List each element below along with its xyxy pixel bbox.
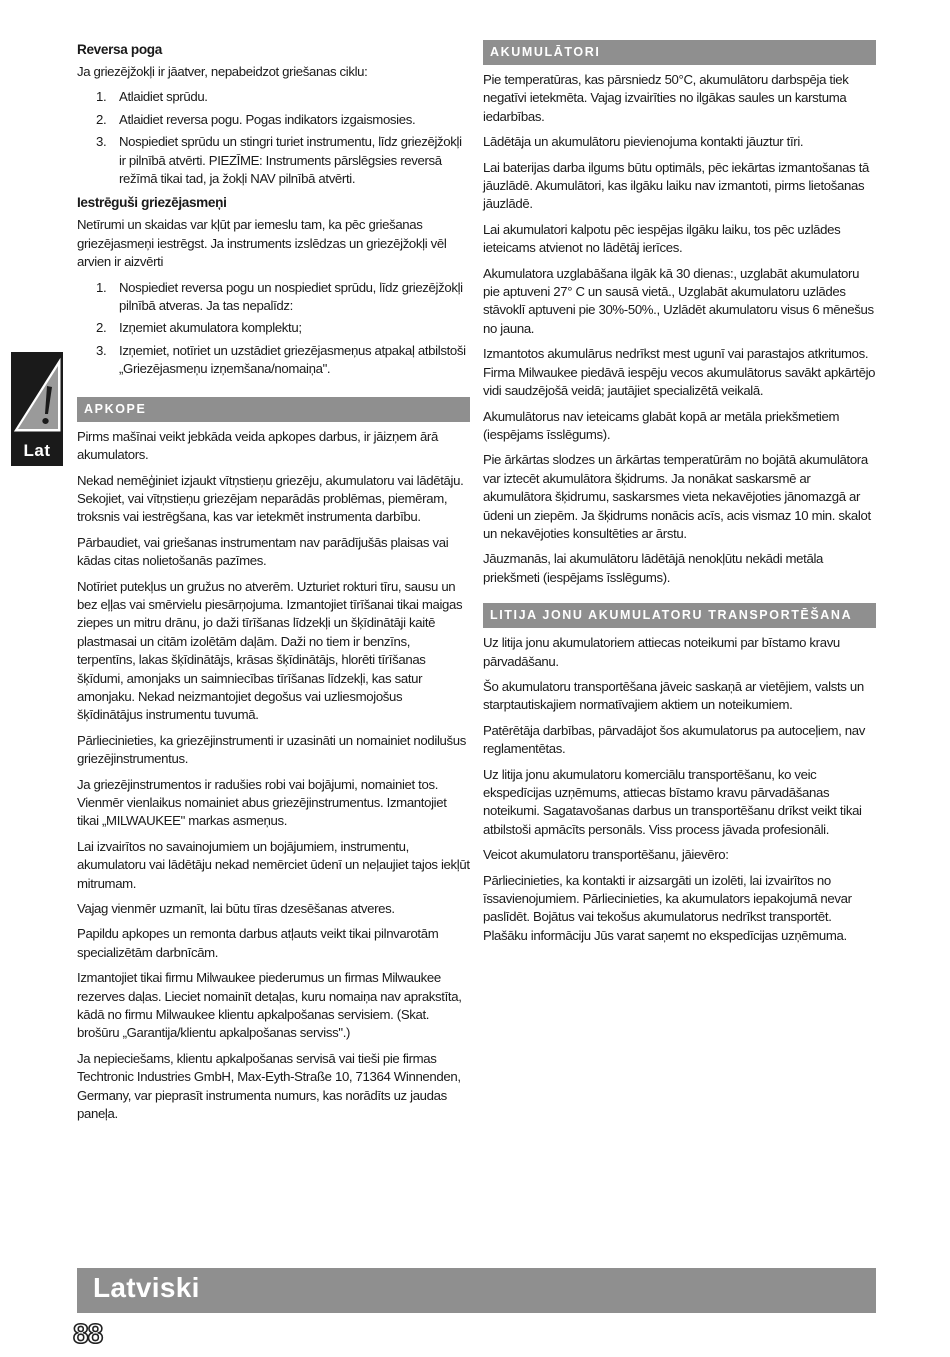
warning-triangle-icon <box>11 352 63 438</box>
maintenance-paragraph: Lai izvairītos no savainojumiem un bojājumiem, instrumentu, akumulatoru vai lādētāju nekad nemērciet ūdenī un neļaujiet tajos iekļūt mitrumam. <box>77 838 470 891</box>
maintenance-section-heading: APKOPE <box>77 397 470 422</box>
batteries-section-heading: AKUMULĀTORI <box>483 40 876 65</box>
step-number: 1. <box>96 89 107 105</box>
maintenance-paragraph: Notīriet putekļus un gružus no atverēm. Uzturiet rokturi tīru, sausu un bez eļļas vai smērvielu piesārņojuma. Izmantojiet tīrīšanai tikai maigas ziepes un mitru drānu, jo daži tīrīšanas līdzekļi un šķīdinātāji kaitē plastmasai un citām izolētām daļām. Daži no tiem ir benzīns, terpentīns, lakas šķīdinātājs, krāsas šķīdinātājs, hlorēti tīrīšanas šķīdumi, amonjaks un saimniecības tīrīšanas līdzekļi, kas satur amonjaku. Nekad neizmantojiet degošus vai uzliesmojošus šķīdinātājus instrumentu tuvumā. <box>77 578 463 723</box>
batteries-paragraph: Jāuzmanās, lai akumulātoru lādētājā nenokļūtu nekādi metāla priekšmeti (iespējams īsslēgums). <box>483 551 824 585</box>
maintenance-paragraph: Nekad nemēģiniet izjaukt vītņstieņu griezēju, akumulatoru vai lādētāju. Sekojiet, vai vītņstieņu griezējam neparādās problēmas, piemēram, troksnis vai iestrēgšana, kas var ietekmēt instrumenta darbību. <box>77 472 464 525</box>
step-text: Izņemiet akumulatora komplektu; <box>119 320 302 336</box>
step-number: 2. <box>96 111 107 127</box>
step-text: Nospiediet sprūdu un stingri turiet instrumentu, līdz griezējžokļi ir pilnībā atvērti. PIEZĪME: Instruments pārslēgsies reversā režīmā tikai tad, ja žokļi NAV pilnībā atvērti. <box>119 134 462 187</box>
jammed-heading: Iestrēguši griezējasmeņi <box>77 195 227 211</box>
step-text: Izņemiet, notīriet un uzstādiet griezējasmeņus atpakaļ atbilstoši „Griezējasmeņu izņemšana/nomaiņa". <box>119 342 466 377</box>
language-warning-tab <box>11 352 63 466</box>
step-number: 2. <box>96 320 107 336</box>
maintenance-paragraph: Pārliecinieties, ka griezējinstrumenti ir uzasināti un nomainiet nodilušus griezējinstrumentus. <box>77 732 466 767</box>
transport-paragraph: Pārliecinieties, ka kontakti ir aizsargāti un izolēti, lai izvairītos no īssavienojumiem. Pārliecinieties, ka akumulators iepakojumā nevar paslīdēt. Bojātus vai tekošus akumulatorus nedrīkst transportēt. Plašāku informāciju Jūs varat saņemt no ekspedīcijas uzņēmuma. <box>483 872 852 943</box>
step-number: 3. <box>96 342 107 358</box>
step-number: 1. <box>96 279 107 295</box>
maintenance-paragraph: Pirms mašīnai veikt jebkāda veida apkopes darbus, ir jāizņem ārā akumulators. <box>77 428 438 463</box>
step-number: 3. <box>96 134 107 150</box>
batteries-paragraph: Izmantotos akumulārus nedrīkst mest ugunī vai parastajos atkritumos. Firma Milwaukee piedāvā iespēju vecos akumulātorus savākt apkārtējo vidi saudzējošā veidā; jautājiet specializētā veikalā. <box>483 346 876 399</box>
jammed-steps <box>77 279 470 379</box>
reverse-heading: Reversa poga <box>77 42 162 57</box>
batteries-paragraph: Lai akumulatori kalpotu pēc iespējas ilgāku laiku, tos pēc uzlādes ieteicams atvienot no lādētāj ierīces. <box>483 221 841 256</box>
list-item <box>77 279 470 316</box>
step-text: Atlaidiet sprūdu. <box>119 89 208 105</box>
reverse-intro: Ja griezējžokļi ir jāatver, nepabeidzot griešanas ciklu: <box>77 64 368 79</box>
step-text: Nospiediet reversa pogu un nospiediet sprūdu, līdz griezējžokļi pilnībā atveras. Ja tas nepalīdz: <box>119 279 463 314</box>
transport-paragraph: Šo akumulatoru transportēšana jāveic saskaņā ar vietējiem, valsts un starptautiskajiem normatīvajiem aktiem un noteikumiem. <box>483 678 864 713</box>
page-number: 88 <box>73 1318 103 1349</box>
transport-section-heading: LITIJA JONU AKUMULATORU TRANSPORTĒŠANA <box>483 603 876 628</box>
transport-paragraph: Patērētāja darbības, pārvadājot šos akumulatorus pa autoceļiem, nav reglamentētas. <box>483 722 865 757</box>
batteries-paragraph: Lai baterijas darba ilgums būtu optimāls, pēc iekārtas izmantošanas tā jāuzlādē. Akumulātori, kas ilgāku laiku nav izmantoti, pirms lietošanas jāuzlādē. <box>483 159 869 212</box>
batteries-paragraph: Pie temperatūras, kas pārsniedz 50°C, akumulātoru darbspēja tiek negatīvi ietekmēta. Vajag izvairīties no ilgākas saules un karstuma iedarbības. <box>483 72 849 124</box>
maintenance-paragraph: Ja nepieciešams, klientu apkalpošanas servisā vai tieši pie firmas Techtronic Industries GmbH, Max-Eyth-Straße 10, 71364 Winnenden, Germany, var pieprasīt instrumenta numurs, kas norādīts uz jaudas paneļa. <box>77 1050 461 1122</box>
maintenance-paragraph: Izmantojiet tikai firmu Milwaukee piederumus un firmas Milwaukee rezerves daļas. Lieciet nomainīt detaļas, kuru nomaiņa nav aprakstīta, kādā no firmu Milwaukee klientu apkalpošanas servisiem. (Skat. brošūru „Garantija/klientu apkalpošanas serviss".) <box>77 970 462 1041</box>
list-item <box>77 88 470 106</box>
right-column <box>483 40 876 952</box>
list-item <box>77 111 470 129</box>
language-tab-label: Lat <box>23 441 51 460</box>
maintenance-paragraph: Pārbaudiet, vai griešanas instrumentam nav parādījušās plaisas vai kādas citas nolietošanās pazīmes. <box>77 534 449 569</box>
list-item <box>77 133 470 188</box>
transport-paragraph: Uz litija jonu akumulatoriem attiecas noteikumi par bīstamo kravu pārvadāšanu. <box>483 635 840 669</box>
transport-paragraph: Veicot akumulatoru transportēšanu, jāievēro: <box>483 847 729 863</box>
batteries-paragraph: Lādētāja un akumulātoru pievienojuma kontakti jāuztur tīri. <box>483 134 804 150</box>
list-item <box>77 319 470 337</box>
maintenance-paragraph: Vajag vienmēr uzmanīt, lai būtu tīras dzesēšanas atveres. <box>77 901 395 917</box>
left-column <box>77 40 470 1131</box>
maintenance-paragraph: Ja griezējinstrumentos ir radušies robi vai bojājumi, nomainiet tos. Vienmēr vienlaikus nomainiet abus griezējinstrumentus. Izmantojiet tikai „MILWAUKEE" markas asmeņus. <box>77 776 447 829</box>
jammed-intro: Netīrumi un skaidas var kļūt par iemeslu tam, ka pēc griešanas griezējasmeņi iestrēgst. Ja instruments izslēdzas un griezējžokļi vēl arvien ir aizvērti <box>77 217 447 270</box>
footer-language-label: Latviski <box>93 1272 200 1303</box>
step-text: Atlaidiet reversa pogu. Pogas indikators izgaismosies. <box>119 111 416 127</box>
reverse-steps <box>77 88 470 188</box>
footer-language-bar <box>77 1268 876 1313</box>
list-item <box>77 342 470 379</box>
batteries-paragraph: Akumulatora uzglabāšana ilgāk kā 30 dienas:, uzglabāt akumulatoru pie aptuveni 27° C un sausā vietā., Uzglabāt akumulatoru uzlādes stāvoklī aptuveni pie 30%-50%., Uzlādēt akumulatoru visus 6 mēnešus no jauna. <box>483 265 874 336</box>
transport-paragraph: Uz litija jonu akumulatoru komerciālu transportēšanu, ko veic ekspedīcijas uzņēmums, attiecas bīstamo kravu pārvadāšanas noteikumi. Sagatavošanas darbus un transportēšanu drīkst veikt tikai atbilstoši apmācīts personāls. Viss process jāvada profesionāli. <box>483 766 862 837</box>
batteries-paragraph: Akumulātorus nav ieteicams glabāt kopā ar metāla priekšmetiem (iespējams īsslēgums). <box>483 408 840 442</box>
batteries-paragraph: Pie ārkārtas slodzes un ārkārtas temperatūrām no bojātā akumulātora var iztecēt akumulātora šķidrums. Ja nonākat saskarsmē ar akumulātora šķidrumu, saskarsmes vieta nekavējoties jānomazgā ar ūdeni un ziepēm. Ja šķidrums nonācis acīs, acis vismaz 10 min. skalot un nekavējoties konsultēties ar ārstu. <box>483 452 871 541</box>
maintenance-paragraph: Papildu apkopes un remonta darbus atļauts veikt tikai pilnvarotām specializētām darbnīcām. <box>77 926 439 960</box>
